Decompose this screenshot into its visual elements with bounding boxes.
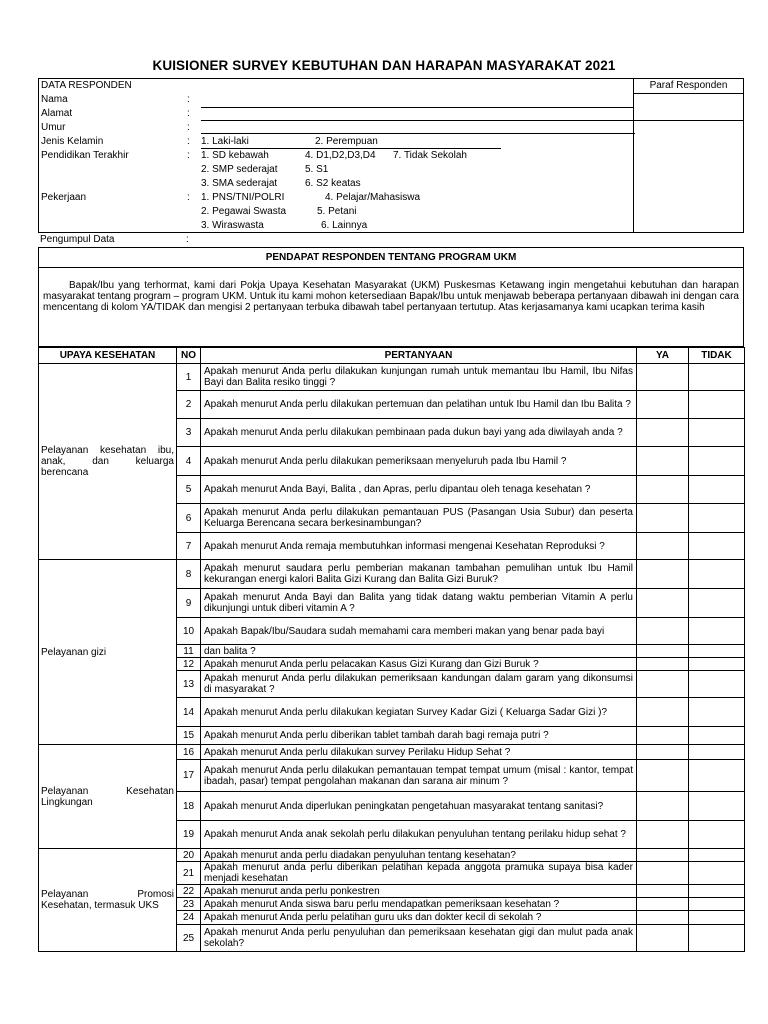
- answer-ya-cell[interactable]: [637, 658, 689, 671]
- category-cell: Pelayanan Kesehatan Lingkungan: [39, 745, 177, 849]
- question-text: Apakah menurut Anda remaja membutuhkan informasi mengenai Kesehatan Reproduksi ?: [201, 533, 637, 560]
- question-number: 15: [177, 727, 201, 745]
- answer-ya-cell[interactable]: [637, 911, 689, 925]
- respondent-header: DATA RESPONDEN: [41, 80, 132, 91]
- colon: :: [187, 150, 190, 161]
- colon: :: [187, 108, 190, 119]
- answer-ya-cell[interactable]: [637, 671, 689, 698]
- answer-tidak-cell[interactable]: [689, 671, 745, 698]
- table-header-row: [39, 348, 745, 364]
- question-number: 22: [177, 885, 201, 898]
- education-option[interactable]: 7. Tidak Sekolah: [393, 150, 467, 161]
- survey-body: [39, 364, 745, 952]
- answer-tidak-cell[interactable]: [689, 419, 745, 447]
- answer-tidak-cell[interactable]: [689, 560, 745, 589]
- answer-tidak-cell[interactable]: [689, 658, 745, 671]
- question-text: Apakah menurut anda perlu diberikan pelatihan kepada anggota pramuka supaya bisa kader menjadi kesehatan: [201, 862, 637, 885]
- name-label: Nama: [41, 94, 68, 105]
- question-number: 6: [177, 504, 201, 533]
- signature-area[interactable]: [634, 94, 743, 121]
- question-number: 8: [177, 560, 201, 589]
- answer-tidak-cell[interactable]: [689, 504, 745, 533]
- answer-ya-cell[interactable]: [637, 391, 689, 419]
- answer-ya-cell[interactable]: [637, 476, 689, 504]
- education-option[interactable]: 5. S1: [305, 164, 329, 175]
- header-no: NO: [177, 348, 201, 364]
- question-number: 5: [177, 476, 201, 504]
- question-text: Apakah menurut Anda perlu pelacakan Kasus Gizi Kurang dan Gizi Buruk ?: [201, 658, 637, 671]
- colon: :: [187, 192, 190, 203]
- question-text: Apakah menurut Anda perlu dilakukan kunjungan rumah untuk memantau Ibu Hamil, Ibu Nifas Bayi dan Balita resiko tinggi ?: [201, 364, 637, 391]
- question-text: Apakah menurut Anda siswa baru perlu mendapatkan pemeriksaan kesehatan ?: [201, 898, 637, 911]
- answer-tidak-cell[interactable]: [689, 792, 745, 821]
- question-number: 3: [177, 419, 201, 447]
- answer-ya-cell[interactable]: [637, 760, 689, 792]
- respondent-section: [38, 78, 634, 233]
- question-number: 11: [177, 645, 201, 658]
- question-text: Apakah menurut Anda perlu dilakukan pertemuan dan pelatihan untuk Ibu Hamil dan Ibu Balita ?: [201, 391, 637, 419]
- answer-tidak-cell[interactable]: [689, 821, 745, 849]
- question-number: 16: [177, 745, 201, 760]
- education-option[interactable]: 4. D1,D2,D3,D4: [305, 150, 376, 161]
- answer-ya-cell[interactable]: [637, 862, 689, 885]
- answer-ya-cell[interactable]: [637, 925, 689, 952]
- gender-label: Jenis Kelamin: [41, 136, 104, 147]
- question-text: Apakah menurut saudara perlu pemberian makanan tambahan pemulihan untuk Ibu Hamil kekurangan energi kalori Balita Gizi Kurang dan Balita Gizi Buruk?: [201, 560, 637, 589]
- question-number: 25: [177, 925, 201, 952]
- answer-ya-cell[interactable]: [637, 447, 689, 476]
- job-label: Pekerjaan: [41, 192, 87, 203]
- question-text: Apakah menurut Anda Bayi dan Balita yang tidak datang waktu pemberian Vitamin A perlu dikunjungi untuk diberi vitamin A ?: [201, 589, 637, 618]
- question-text: Apakah menurut anda perlu ponkestren: [201, 885, 637, 898]
- answer-tidak-cell[interactable]: [689, 364, 745, 391]
- question-text: Apakah menurut Anda perlu penyuluhan dan pemeriksaan kesehatan gigi dan mulut pada anak sekolah?: [201, 925, 637, 952]
- answer-tidak-cell[interactable]: [689, 698, 745, 727]
- question-number: 7: [177, 533, 201, 560]
- job-option[interactable]: 5. Petani: [317, 206, 357, 217]
- category-cell: Pelayanan Promosi Kesehatan, termasuk UKS: [39, 849, 177, 952]
- address-field[interactable]: [201, 108, 633, 121]
- question-text: Apakah menurut Anda anak sekolah perlu dilakukan penyuluhan tentang perilaku hidup sehat ?: [201, 821, 637, 849]
- gender-underline: [201, 136, 501, 149]
- answer-tidak-cell[interactable]: [689, 849, 745, 862]
- intro-text: Bapak/Ibu yang terhormat, kami dari Pokja Upaya Kesehatan Masyarakat (UKM) Puskesmas Ketawang ingin mengetahui kebutuhan dan harapan masyarakat tentang program – program UKM. Untuk itu kami mohon ketersediaan Bapak/Ibu untuk menjawab beberapa pertanyaan dibawah ini dengan cara mencentang di kolom YA/TIDAK dan mengisi 2 pertanyaan terbuka dibawah tabel pertanyaan tertutup. Atas kerjasamanya kami ucapkan terima kasih: [43, 280, 739, 313]
- question-text: Apakah menurut Anda perlu dilakukan kegiatan Survey Kadar Gizi ( Keluarga Sadar Gizi )?: [201, 698, 637, 727]
- question-text: Apakah Bapak/Ibu/Saudara sudah memahami cara memberi makan yang benar pada bayi: [201, 618, 637, 645]
- question-number: 4: [177, 447, 201, 476]
- education-label: Pendidikan Terakhir: [41, 150, 129, 161]
- signature-box[interactable]: [634, 78, 744, 233]
- answer-ya-cell[interactable]: [637, 821, 689, 849]
- answer-ya-cell[interactable]: [637, 745, 689, 760]
- answer-ya-cell[interactable]: [637, 645, 689, 658]
- table-row: [39, 560, 745, 589]
- job-option[interactable]: 1. PNS/TNI/POLRI: [201, 192, 285, 203]
- answer-ya-cell[interactable]: [637, 792, 689, 821]
- answer-ya-cell[interactable]: [637, 533, 689, 560]
- question-text: Apakah menurut Anda perlu dilakukan pemeriksaan kandungan dalam garam yang dikonsumsi di masyarakat ?: [201, 671, 637, 698]
- answer-ya-cell[interactable]: [637, 727, 689, 745]
- table-row: [39, 849, 745, 862]
- colon: :: [187, 94, 190, 105]
- page-title: KUISIONER SURVEY KEBUTUHAN DAN HARAPAN MASYARAKAT 2021: [152, 58, 616, 73]
- question-number: 21: [177, 862, 201, 885]
- intro-heading: PENDAPAT RESPONDEN TENTANG PROGRAM UKM: [39, 248, 743, 268]
- age-field[interactable]: [201, 121, 635, 134]
- education-option[interactable]: 1. SD kebawah: [201, 150, 269, 161]
- intro-section: [38, 247, 744, 347]
- answer-ya-cell[interactable]: [637, 849, 689, 862]
- question-number: 24: [177, 911, 201, 925]
- question-number: 18: [177, 792, 201, 821]
- job-option[interactable]: 3. Wiraswasta: [201, 220, 264, 231]
- answer-tidak-cell[interactable]: [689, 760, 745, 792]
- question-number: 1: [177, 364, 201, 391]
- question-text: Apakah menurut Anda perlu dilakukan pemantauan PUS (Pasangan Usia Subur) dan peserta Keluarga Berencana secara berkesinambungan?: [201, 504, 637, 533]
- answer-tidak-cell[interactable]: [689, 898, 745, 911]
- question-text: Apakah menurut Anda perlu diberikan tablet tambah darah bagi remaja putri ?: [201, 727, 637, 745]
- answer-tidak-cell[interactable]: [689, 476, 745, 504]
- signature-header: Paraf Responden: [634, 79, 743, 94]
- question-number: 19: [177, 821, 201, 849]
- address-label: Alamat: [41, 108, 73, 119]
- answer-tidak-cell[interactable]: [689, 589, 745, 618]
- question-number: 12: [177, 658, 201, 671]
- category-cell: Pelayanan kesehatan ibu, anak, dan keluarga berencana: [39, 364, 177, 560]
- question-number: 10: [177, 618, 201, 645]
- answer-tidak-cell[interactable]: [689, 645, 745, 658]
- answer-tidak-cell[interactable]: [689, 727, 745, 745]
- header-tidak: TIDAK: [689, 348, 745, 364]
- answer-tidak-cell[interactable]: [689, 862, 745, 885]
- question-text: Apakah menurut anda perlu diadakan penyuluhan tentang kesehatan?: [201, 849, 637, 862]
- age-label: Umur: [41, 122, 66, 133]
- gender-option[interactable]: 1. Laki-laki: [201, 136, 249, 147]
- answer-tidak-cell[interactable]: [689, 447, 745, 476]
- question-text: Apakah menurut Anda diperlukan peningkatan pengetahuan masyarakat tentang sanitasi?: [201, 792, 637, 821]
- question-text: Apakah menurut Anda perlu dilakukan pemantauan tempat tempat umum (misal : kantor, tempat ibadah, pasar) tempat pengolahan makanan dan sarana air minum ?: [201, 760, 637, 792]
- collector-label: Pengumpul Data: [40, 234, 115, 245]
- answer-tidak-cell[interactable]: [689, 885, 745, 898]
- colon: :: [187, 136, 190, 147]
- table-row: [39, 364, 745, 391]
- answer-ya-cell[interactable]: [637, 364, 689, 391]
- answer-ya-cell[interactable]: [637, 698, 689, 727]
- question-text: Apakah menurut Anda Bayi, Balita , dan Apras, perlu dipantau oleh tenaga kesehatan ?: [201, 476, 637, 504]
- survey-table: [38, 347, 745, 952]
- colon: :: [186, 234, 189, 245]
- education-option[interactable]: 2. SMP sederajat: [201, 164, 278, 175]
- answer-tidak-cell[interactable]: [689, 925, 745, 952]
- question-number: 14: [177, 698, 201, 727]
- colon: :: [187, 122, 190, 133]
- question-text: dan balita ?: [201, 645, 637, 658]
- question-number: 20: [177, 849, 201, 862]
- answer-tidak-cell[interactable]: [689, 618, 745, 645]
- question-number: 2: [177, 391, 201, 419]
- education-option[interactable]: 6. S2 keatas: [305, 178, 361, 189]
- gender-option[interactable]: 2. Perempuan: [315, 136, 378, 147]
- question-number: 9: [177, 589, 201, 618]
- education-option[interactable]: 3. SMA sederajat: [201, 178, 278, 189]
- question-text: Apakah menurut Anda perlu pelatihan guru uks dan dokter kecil di sekolah ?: [201, 911, 637, 925]
- answer-tidak-cell[interactable]: [689, 391, 745, 419]
- answer-ya-cell[interactable]: [637, 898, 689, 911]
- answer-ya-cell[interactable]: [637, 618, 689, 645]
- job-option[interactable]: 4. Pelajar/Mahasiswa: [325, 192, 421, 203]
- header-upaya: UPAYA KESEHATAN: [39, 348, 177, 364]
- answer-ya-cell[interactable]: [637, 504, 689, 533]
- answer-ya-cell[interactable]: [637, 589, 689, 618]
- answer-ya-cell[interactable]: [637, 419, 689, 447]
- answer-tidak-cell[interactable]: [689, 533, 745, 560]
- header-pertanyaan: PERTANYAAN: [201, 348, 637, 364]
- table-row: [39, 745, 745, 760]
- answer-ya-cell[interactable]: [637, 560, 689, 589]
- question-text: Apakah menurut Anda perlu dilakukan survey Perilaku Hidup Sehat ?: [201, 745, 637, 760]
- category-cell: Pelayanan gizi: [39, 560, 177, 745]
- question-number: 17: [177, 760, 201, 792]
- name-field[interactable]: [201, 94, 633, 108]
- answer-ya-cell[interactable]: [637, 885, 689, 898]
- question-number: 13: [177, 671, 201, 698]
- answer-tidak-cell[interactable]: [689, 911, 745, 925]
- question-text: Apakah menurut Anda perlu dilakukan pemeriksaan menyeluruh pada Ibu Hamil ?: [201, 447, 637, 476]
- answer-tidak-cell[interactable]: [689, 745, 745, 760]
- header-ya: YA: [637, 348, 689, 364]
- question-number: 23: [177, 898, 201, 911]
- job-option[interactable]: 6. Lainnya: [321, 220, 368, 231]
- question-text: Apakah menurut Anda perlu dilakukan pembinaan pada dukun bayi yang ada diwilayah anda ?: [201, 419, 637, 447]
- job-option[interactable]: 2. Pegawai Swasta: [201, 206, 287, 217]
